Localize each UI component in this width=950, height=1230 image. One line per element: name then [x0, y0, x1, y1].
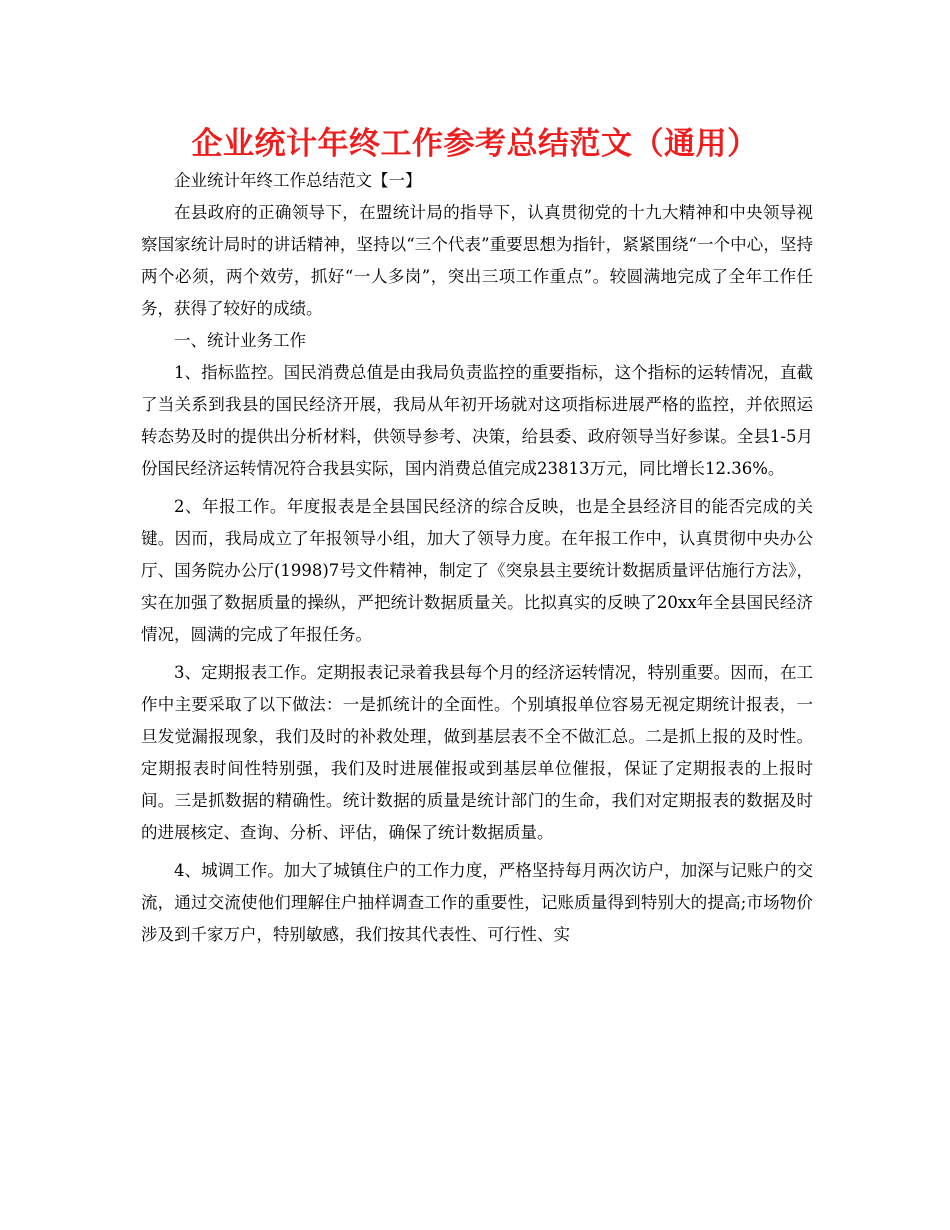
document-title: 企业统计年终工作参考总结范文（通用） — [191, 126, 759, 162]
document-body — [141, 165, 813, 951]
paragraph: 3、定期报表工作。定期报表记录着我县每个月的经济运转情况，特别重要。因而，在工作中主要采取了以下做法：一是抓统计的全面性。个别填报单位容易无视定期统计报表，一旦发觉漏报现象，我们及时的补救处理，做到基层表不全不做汇总。二是抓上报的及时性。定期报表时间性特别强，我们及时进展催报或到基层单位催报，保证了定期报表的上报时间。三是抓数据的精确性。统计数据的质量是统计部门的生命，我们对定期报表的数据及时的进展核定、查询、分析、评估，确保了统计数据质量。 — [141, 663, 813, 842]
paragraph: 4、城调工作。加大了城镇住户的工作力度，严格坚持每月两次访户，加深与记账户的交流，通过交流使他们理解住户抽样调查工作的重要性，记账质量得到特别大的提高;市场物价涉及到千家万户，特别敏感，我们按其代表性、可行性、实 — [141, 861, 813, 944]
section-heading: 企业统计年终工作总结范文【一】 — [174, 171, 422, 190]
section-heading: 一、统计业务工作 — [174, 331, 306, 350]
paragraph: 1、指标监控。国民消费总值是由我局负责监控的重要指标，这个指标的运转情况，直截了当关系到我县的国民经济开展，我局从年初开场就对这项指标进展严格的监控，并依照运转态势及时的提供出分析材料，供领导参考、决策，给县委、政府领导当好参谋。全县1-5月份国民经济运转情况符合我县实际，国内消费总值完成23813万元，同比增长12.36%。 — [141, 363, 813, 478]
paragraph: 2、年报工作。年度报表是全县国民经济的综合反映，也是全县经济目的能否完成的关键。因而，我局成立了年报领导小组，加大了领导力度。在年报工作中，认真贯彻中央办公厅、国务院办公厅(1998)7号文件精神，制定了《突泉县主要统计数据质量评估施行方法》，实在加强了数据质量的操纵，严把统计数据质量关。比拟真实的反映了20xx年全县国民经济情况，圆满的完成了年报任务。 — [141, 497, 813, 644]
paragraph: 在县政府的正确领导下，在盟统计局的指导下，认真贯彻党的十九大精神和中央领导视察国家统计局时的讲话精神，坚持以“三个代表”重要思想为指针，紧紧围绕“一个中心，坚持两个必须，两个效劳，抓好“一人多岗”，突出三项工作重点”。较圆满地完成了全年工作任务，获得了较好的成绩。 — [141, 203, 813, 318]
